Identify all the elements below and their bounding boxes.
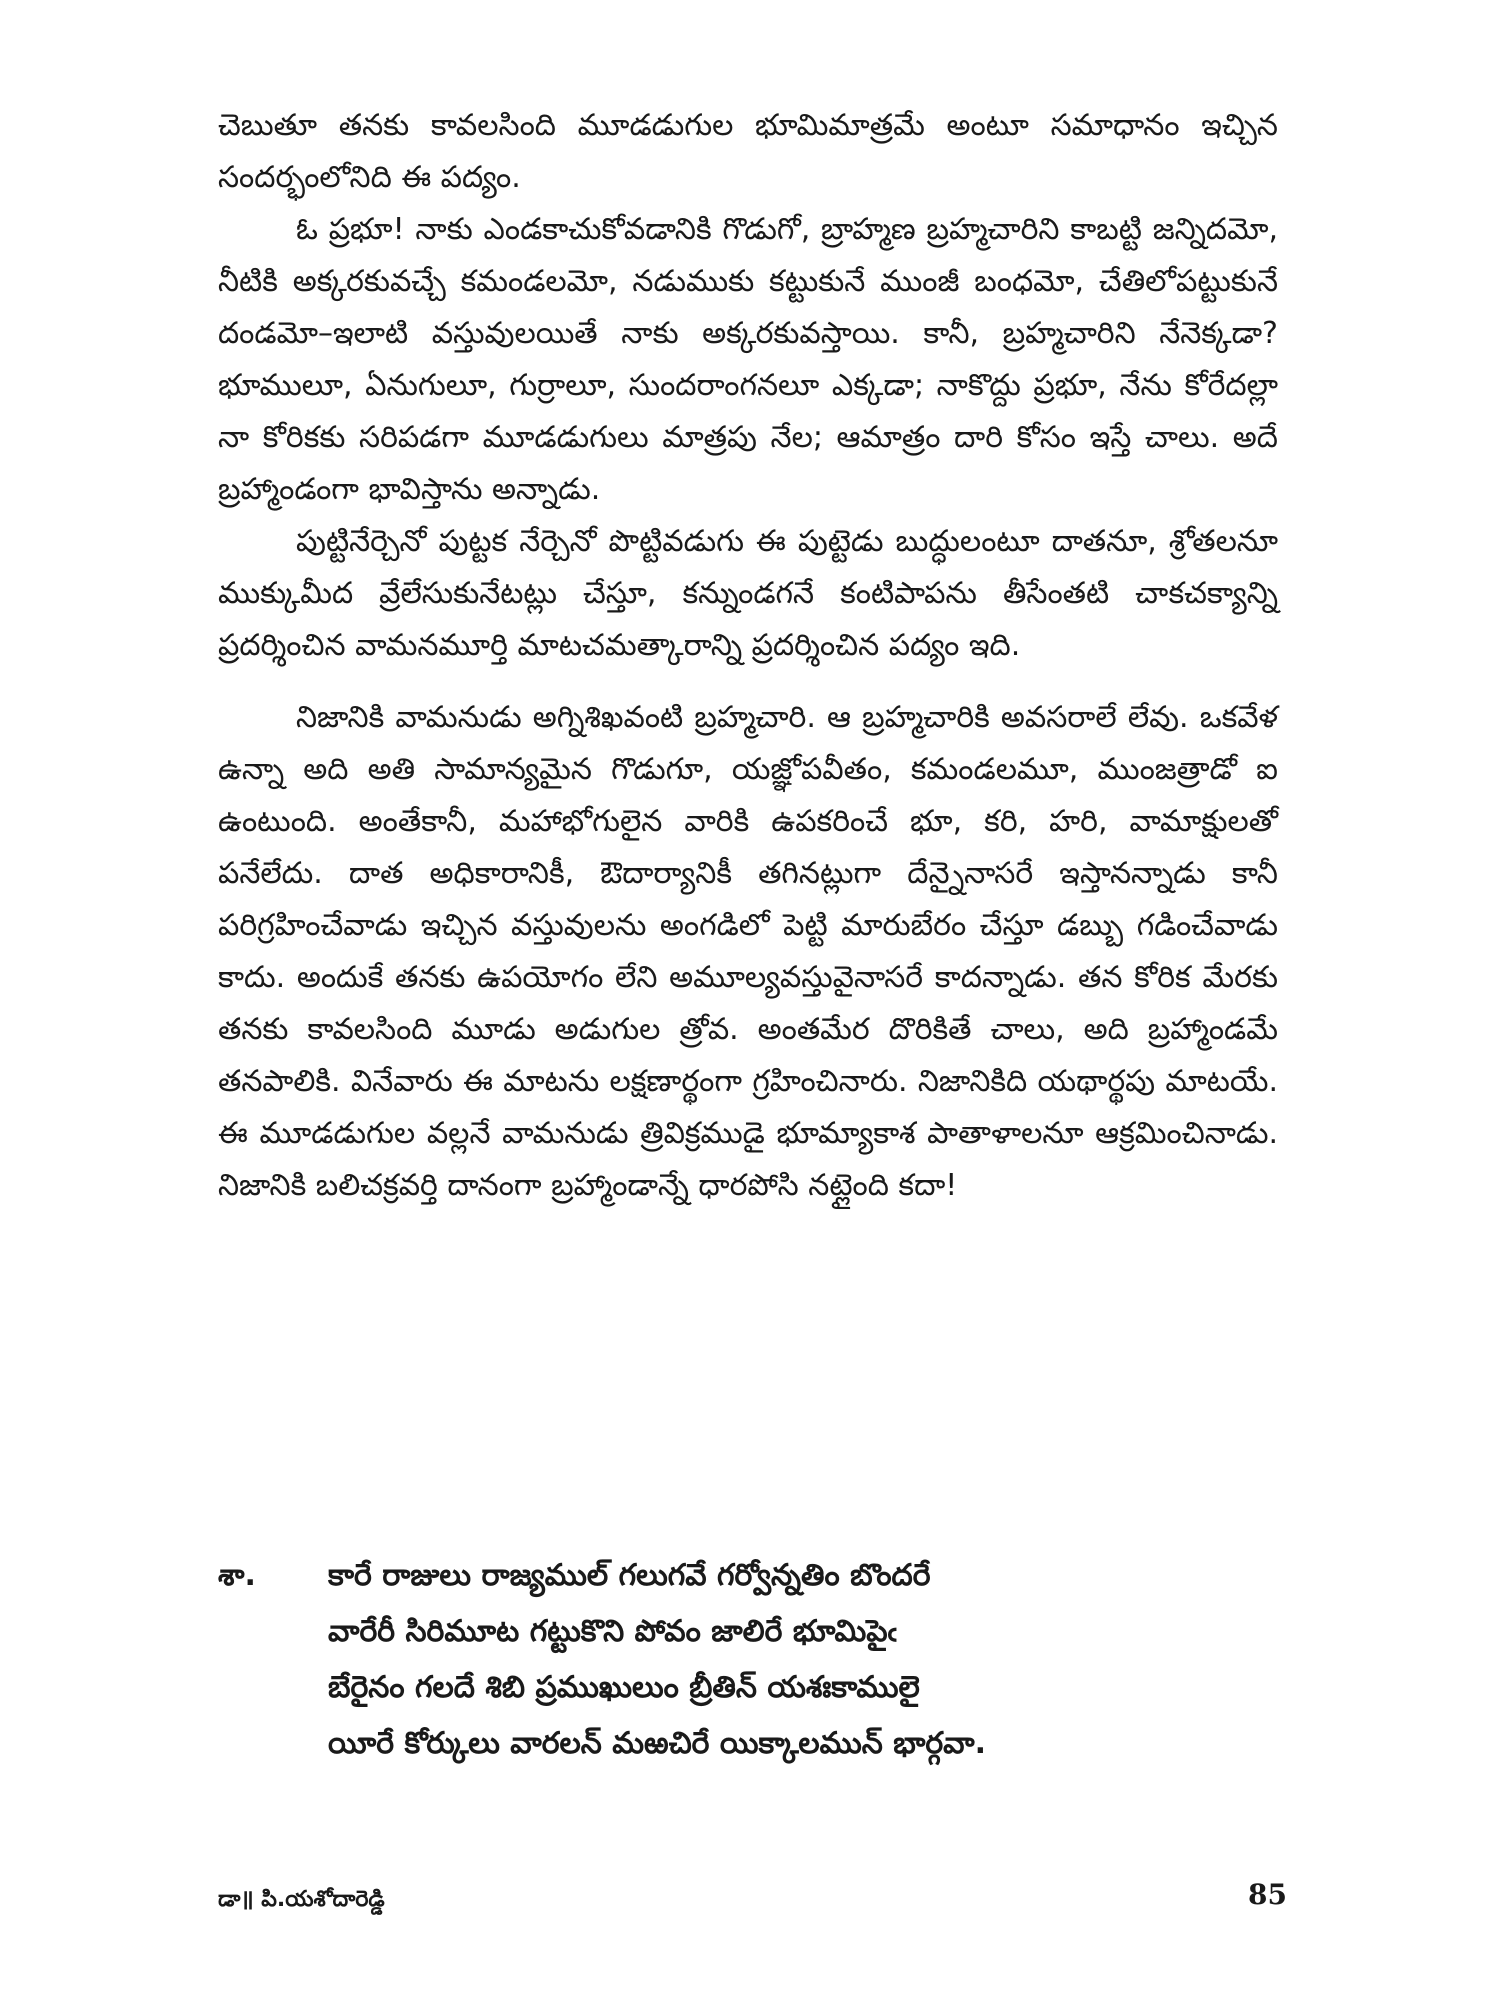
verse-lines — [328, 1548, 986, 1772]
paragraph-explanation: నిజానికి వామనుడు అగ్నిశిఖవంటి బ్రహ్మచారి. ఆ బ్రహ్మచారికి అవసరాలే లేవు. ఒకవేళ ఉన్నా అది అతి సామాన్యమైన గొడుగూ, యజ్ఞోపవీతం, కమండలమూ, ముంజత్రాడో ఐ ఉంటుంది. అంతేకానీ, మహాభోగులైన వారికి ఉపకరించే భూ, కరి, హరి, వామాక్షులతో పనేలేదు. దాత అధికారానికీ, ఔదార్యానికీ తగినట్లుగా దేన్నైనాసరే ఇస్తానన్నాడు కానీ పరిగ్రహించేవాడు ఇచ్చిన వస్తువులను అంగడిలో పెట్టి మారుబేరం చేస్తూ డబ్బు గడించేవాడు కాదు. అందుకే తనకు ఉపయోగం లేని అమూల్యవస్తువైనాసరే కాదన్నాడు. తన కోరిక మేరకు తనకు కావలసింది మూడు అడుగుల త్రోవ. అంతమేర దొరికితే చాలు, అది బ్రహ్మాండమే తనపాలికి. వినేవారు ఈ మాటను లక్షణార్థంగా గ్రహించినారు. నిజానికిది యథార్థపు మాటయే. ఈ మూడడుగుల వల్లనే వామనుడు త్రివిక్రముడై భూమ్యాకాశ పాతాళాలనూ ఆక్రమించినాడు. నిజానికి బలిచక్రవర్తి దానంగా బ్రహ్మాండాన్నే ధారపోసి నట్లైంది కదా! — [218, 700, 1278, 1203]
footer-author: డా॥ పి.యశోదారెడ్డి — [218, 1887, 385, 1912]
verse-line: కారే రాజులు రాజ్యముల్ గలుగవే గర్వోన్నతిం బొందరే — [328, 1558, 931, 1593]
verse-line: యీరే కోర్కులు వారలన్ మఱచిరే యిక్కాలమున్ భార్గవా. — [328, 1726, 987, 1761]
paragraph-commentary: పుట్టినేర్చెనో పుట్టక నేర్చెనో పొట్టివడుగు ఈ పుట్టెడు బుద్ధులంటూ దాతనూ, శ్రోతలనూ ముక్కుమీద వ్రేలేసుకునేటట్లు చేస్తూ, కన్నుండగనే కంటిపాపను తీసేంతటి చాకచక్యాన్ని ప్రదర్శించిన వామనమూర్తి మాటచమత్కారాన్ని ప్రదర్శించిన పద్యం ఇది. — [218, 524, 1278, 663]
paragraph-vamana-request: ఓ ప్రభూ! నాకు ఎండకాచుకోవడానికి గొడుగో, బ్రాహ్మణ బ్రహ్మచారిని కాబట్టి జన్నిదమో, నీటికి అక్కరకువచ్చే కమండలమో, నడుముకు కట్టుకునే ముంజీ బంధమో, చేతిలోపట్టుకునే దండమో–ఇలాటి వస్తువులయితే నాకు అక్కరకువస్తాయి. కానీ, బ్రహ్మచారిని నేనెక్కడా? భూములూ, ఏనుగులూ, గుర్రాలూ, సుందరాంగనలూ ఎక్కడా; నాకొద్దు ప్రభూ, నేను కోరేదల్లా నా కోరికకు సరిపడగా మూడడుగులు మాత్రపు నేల; ఆమాత్రం దారి కోసం ఇస్తే చాలు. అదే బ్రహ్మాండంగా భావిస్తాను అన్నాడు. — [218, 212, 1278, 507]
prose-body — [218, 100, 1278, 1212]
page-number: 85 — [1248, 1878, 1287, 1911]
verse-line: బేరైనం గలదే శిబి ప్రముఖులుం బ్రీతిన్ యశఃకాములై — [328, 1670, 920, 1705]
verse-meter-label: శా. — [218, 1558, 256, 1593]
paragraph-continuation: చెబుతూ తనకు కావలసింది మూడడుగుల భూమిమాత్రమే అంటూ సమాధానం ఇచ్చిన సందర్భంలోనిది ఈ పద్యం. — [218, 108, 1278, 195]
verse-line: వారేరీ సిరిమూట గట్టుకొని పోవం జాలిరే భూమిపైఁ — [328, 1614, 897, 1649]
